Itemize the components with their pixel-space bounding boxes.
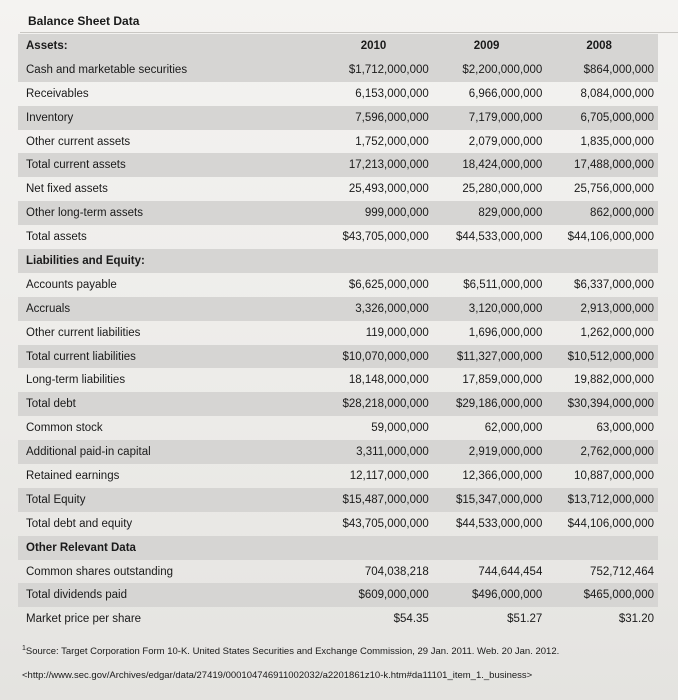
value-2009: 744,644,454 <box>478 565 543 578</box>
value-2008: 2,762,000,000 <box>544 440 658 464</box>
row-label: Total assets <box>26 231 87 244</box>
value-2009: $44,533,000,000 <box>456 517 543 530</box>
value-2010: 12,117,000,000 <box>349 469 429 482</box>
value-2009: 2,919,000,000 <box>431 440 545 464</box>
table-row <box>18 297 658 321</box>
row-label: Total current assets <box>18 153 318 177</box>
row-label: Market price per share <box>26 613 142 626</box>
value-2009: 1,696,000,000 <box>468 326 543 339</box>
value-2009: $2,200,000,000 <box>431 58 545 82</box>
value-2010: $54.35 <box>393 613 429 626</box>
value-2008: 2,913,000,000 <box>544 297 658 321</box>
header-2008: 2008 <box>544 34 658 58</box>
value-2009: 2,079,000,000 <box>468 135 543 148</box>
row-label: Common stock <box>26 422 103 435</box>
value-2008: 6,705,000,000 <box>544 106 658 130</box>
value-2009: 7,179,000,000 <box>431 106 545 130</box>
row-label: Cash and marketable securities <box>18 58 318 82</box>
value-2009: 12,366,000,000 <box>462 469 543 482</box>
table-row <box>18 82 658 106</box>
row-label: Net fixed assets <box>26 183 108 196</box>
table-row <box>18 392 658 416</box>
table-row <box>18 536 658 560</box>
value-2010: $15,487,000,000 <box>318 488 431 512</box>
value-2009: 17,859,000,000 <box>462 374 543 387</box>
row-label: Other long-term assets <box>18 201 318 225</box>
row-label: Inventory <box>18 106 318 130</box>
value-2009: 3,120,000,000 <box>431 297 545 321</box>
value-2008: 25,756,000,000 <box>574 183 654 196</box>
table-row <box>18 273 658 297</box>
value-2010: $43,705,000,000 <box>342 231 429 244</box>
value-2010: 17,213,000,000 <box>318 153 431 177</box>
value-2009: $29,186,000,000 <box>431 392 545 416</box>
value-2009: $496,000,000 <box>431 583 545 607</box>
value-2010: 25,493,000,000 <box>348 183 429 196</box>
value-2008: $10,512,000,000 <box>544 345 658 369</box>
table-row <box>18 58 658 82</box>
value-2008: 17,488,000,000 <box>544 153 658 177</box>
row-label: Receivables <box>26 87 89 100</box>
value-2008: 862,000,000 <box>544 201 658 225</box>
value-2010: $6,625,000,000 <box>348 278 429 291</box>
value-2010 <box>318 536 431 560</box>
table-row <box>18 249 658 273</box>
value-2010: 3,311,000,000 <box>318 440 431 464</box>
value-2008: $44,106,000,000 <box>567 517 654 530</box>
row-label: Total Equity <box>18 488 318 512</box>
value-2010: $1,712,000,000 <box>318 58 431 82</box>
table-row <box>18 464 658 488</box>
value-2009: 25,280,000,000 <box>462 183 543 196</box>
footnote-marker: 1 <box>22 645 26 652</box>
balance-sheet-table <box>18 34 658 631</box>
value-2010: 999,000,000 <box>318 201 431 225</box>
header-2009: 2009 <box>431 34 545 58</box>
row-label: Retained earnings <box>26 469 120 482</box>
table-row <box>18 512 658 536</box>
value-2008: $864,000,000 <box>544 58 658 82</box>
value-2010: 1,752,000,000 <box>355 135 429 148</box>
value-2009: 829,000,000 <box>431 201 545 225</box>
value-2008 <box>544 249 658 273</box>
row-label: Total current liabilities <box>18 345 318 369</box>
value-2009: $11,327,000,000 <box>431 345 545 369</box>
value-2008: 10,887,000,000 <box>574 469 654 482</box>
table-row <box>18 130 658 154</box>
value-2009: 18,424,000,000 <box>431 153 545 177</box>
table-title: Balance Sheet Data <box>28 14 140 28</box>
row-label: Additional paid-in capital <box>18 440 318 464</box>
row-label: Liabilities and Equity: <box>18 249 318 273</box>
value-2010: 6,153,000,000 <box>355 87 429 100</box>
row-label: Total dividends paid <box>18 583 318 607</box>
value-2010: 7,596,000,000 <box>318 106 431 130</box>
value-2008: $31.20 <box>618 613 654 626</box>
table-row <box>18 321 658 345</box>
footnote-source-text: Source: Target Corporation Form 10-K. United States Securities and Exchange Commission, 29 Jan. 2011. Web. 20 Jan. 2012. <box>25 646 560 658</box>
row-label: Common shares outstanding <box>26 565 174 578</box>
value-2010: 18,148,000,000 <box>348 374 429 387</box>
value-2010: $43,705,000,000 <box>342 517 429 530</box>
value-2010: $10,070,000,000 <box>318 345 431 369</box>
top-divider <box>20 32 678 33</box>
value-2009: 62,000,000 <box>484 422 543 435</box>
table-row <box>18 153 658 177</box>
row-label: Accounts payable <box>26 278 117 291</box>
row-label: Other current liabilities <box>26 326 141 339</box>
table-row <box>18 440 658 464</box>
table-row <box>18 345 658 369</box>
table-row <box>18 106 658 130</box>
header-2010: 2010 <box>318 34 431 58</box>
value-2009: $6,511,000,000 <box>463 278 543 291</box>
row-label: Total debt <box>18 392 318 416</box>
table-row <box>18 607 658 631</box>
table-body <box>18 34 658 631</box>
row-label: Other current assets <box>26 135 131 148</box>
value-2008: $465,000,000 <box>544 583 658 607</box>
value-2009 <box>431 536 545 560</box>
header-label: Assets: <box>18 34 318 58</box>
value-2010: 3,326,000,000 <box>318 297 431 321</box>
table-row <box>18 225 658 249</box>
table-row <box>18 416 658 440</box>
row-label: Long-term liabilities <box>26 374 126 387</box>
header-row <box>18 34 658 58</box>
value-2009: $44,533,000,000 <box>456 231 543 244</box>
value-2008: 63,000,000 <box>596 422 654 435</box>
table-row <box>18 583 658 607</box>
value-2010: 119,000,000 <box>365 326 429 339</box>
value-2008: $13,712,000,000 <box>544 488 658 512</box>
value-2010: 59,000,000 <box>371 422 429 435</box>
value-2010 <box>318 249 431 273</box>
value-2008: 19,882,000,000 <box>574 374 654 387</box>
row-label: Other Relevant Data <box>18 536 318 560</box>
value-2008: $30,394,000,000 <box>544 392 658 416</box>
value-2009 <box>431 249 545 273</box>
table-row <box>18 560 658 584</box>
value-2008 <box>544 536 658 560</box>
table-row <box>18 368 658 392</box>
value-2008: 1,835,000,000 <box>580 135 654 148</box>
value-2008: $44,106,000,000 <box>567 231 654 244</box>
value-2008: 1,262,000,000 <box>580 326 654 339</box>
footnote-source <box>22 645 559 657</box>
value-2009: $51.27 <box>507 613 543 626</box>
value-2010: $609,000,000 <box>318 583 431 607</box>
value-2010: 704,038,218 <box>364 565 429 578</box>
value-2009: $15,347,000,000 <box>431 488 545 512</box>
value-2008: 8,084,000,000 <box>580 87 654 100</box>
table-row <box>18 488 658 512</box>
row-label: Total debt and equity <box>26 517 133 530</box>
table-row <box>18 177 658 201</box>
value-2010: $28,218,000,000 <box>318 392 431 416</box>
table-row <box>18 201 658 225</box>
value-2008: 752,712,464 <box>590 565 654 578</box>
value-2009: 6,966,000,000 <box>468 87 543 100</box>
value-2008: $6,337,000,000 <box>574 278 654 291</box>
footnote-url: <http://www.sec.gov/Archives/edgar/data/27419/000104746911002032/a2201861z10-k.htm#da11101_item_1._business> <box>22 670 533 681</box>
row-label: Accruals <box>18 297 318 321</box>
